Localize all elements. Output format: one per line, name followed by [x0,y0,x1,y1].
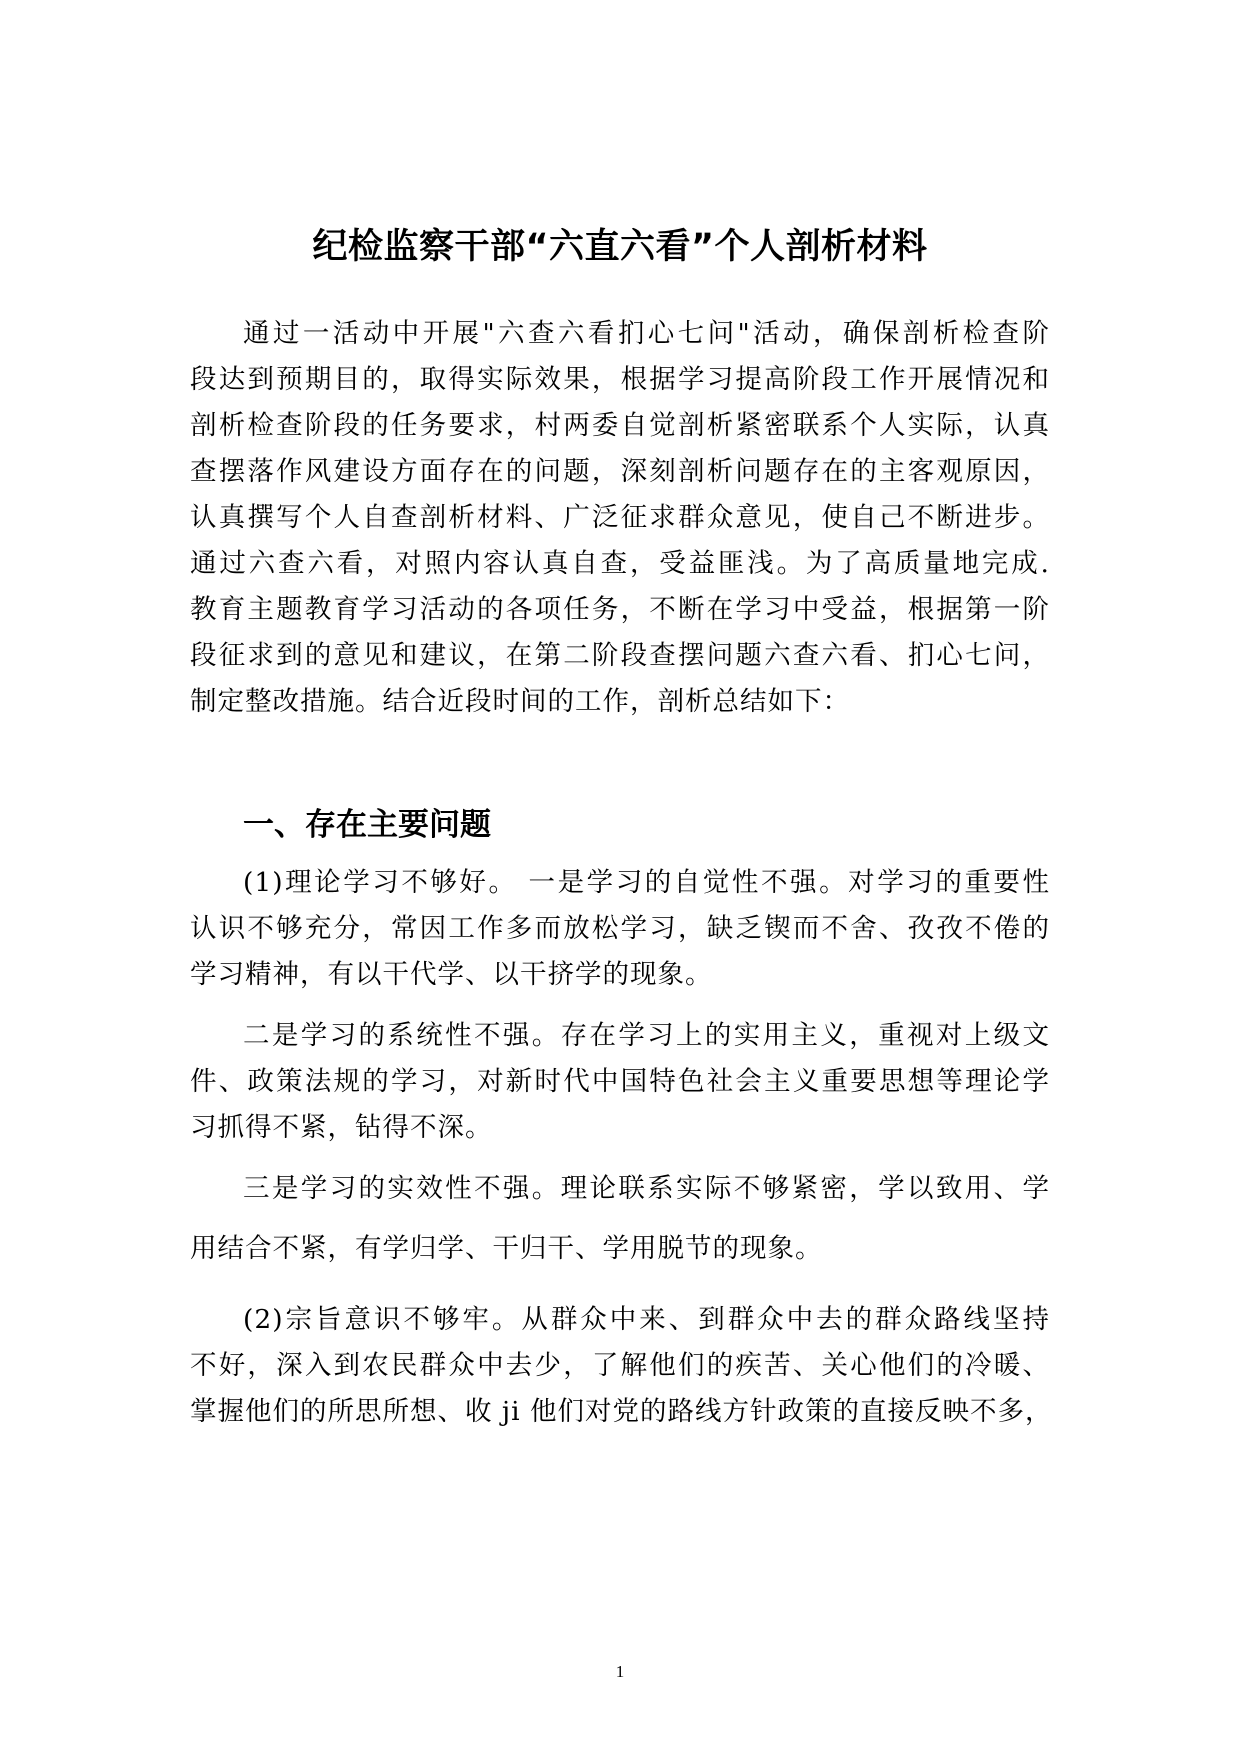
intro-line: 制定整改措施。结合近段时间的工作，剖析总结如下： [190,686,850,717]
item1c-line: 用结合不紧，有学归学、干归干、学用脱节的现象。 [190,1233,823,1264]
item2-line: 不好，深入到农民群众中去少，了解他们的疾苦、关心他们的冷暖、 [190,1350,1050,1381]
item1c-line: 三是学习的实效性不强。理论联系实际不够紧密，学以致用、学 [243,1173,1050,1204]
item1-line: 学习精神，有以干代学、以干挤学的现象。 [190,959,713,990]
page-number: 1 [615,1662,625,1681]
intro-line: 通过一活动中开展"六查六看扪心七问"活动，确保剖析检查阶 [243,318,1050,349]
intro-line: 认真撰写个人自查剖析材料、广泛征求群众意见，使自己不断进步。 [190,502,1050,533]
document-title: 纪检监察干部“六直六看”个人剖析材料 [312,227,928,267]
intro-line: 教育主题教育学习活动的各项任务，不断在学习中受益，根据第一阶 [190,594,1050,625]
intro-line: 通过六查六看，对照内容认真自查，受益匪浅。为了高质量地完成. [190,548,1050,579]
intro-line: 段征求到的意见和建议，在第二阶段查摆问题六查六看、扪心七问， [190,640,1050,671]
item1b-line: 件、政策法规的学习，对新时代中国特色社会主义重要思想等理论学 [190,1066,1050,1097]
item1b-line: 二是学习的系统性不强。存在学习上的实用主义，重视对上级文 [243,1020,1050,1051]
intro-line: 查摆落作风建设方面存在的问题，深刻剖析问题存在的主客观原因， [190,456,1050,487]
item1b-line: 习抓得不紧，钻得不深。 [190,1112,493,1143]
item1-line: 认识不够充分，常因工作多而放松学习，缺乏锲而不舍、孜孜不倦的 [190,913,1050,944]
intro-line: 段达到预期目的，取得实际效果，根据学习提高阶段工作开展情况和 [190,364,1050,395]
item2-line: 掌握他们的所思所想、收 ji 他们对党的路线方针政策的直接反映不多， [190,1396,1053,1427]
item2-line: (2)宗旨意识不够牢。从群众中来、到群众中去的群众路线坚持 [243,1304,1050,1335]
intro-line: 剖析检查阶段的任务要求，村两委自觉剖析紧密联系个人实际，认真 [190,410,1050,441]
section-heading: 一、存在主要问题 [243,807,491,843]
item1-line: (1)理论学习不够好。 一是学习的自觉性不强。对学习的重要性 [243,867,1050,898]
